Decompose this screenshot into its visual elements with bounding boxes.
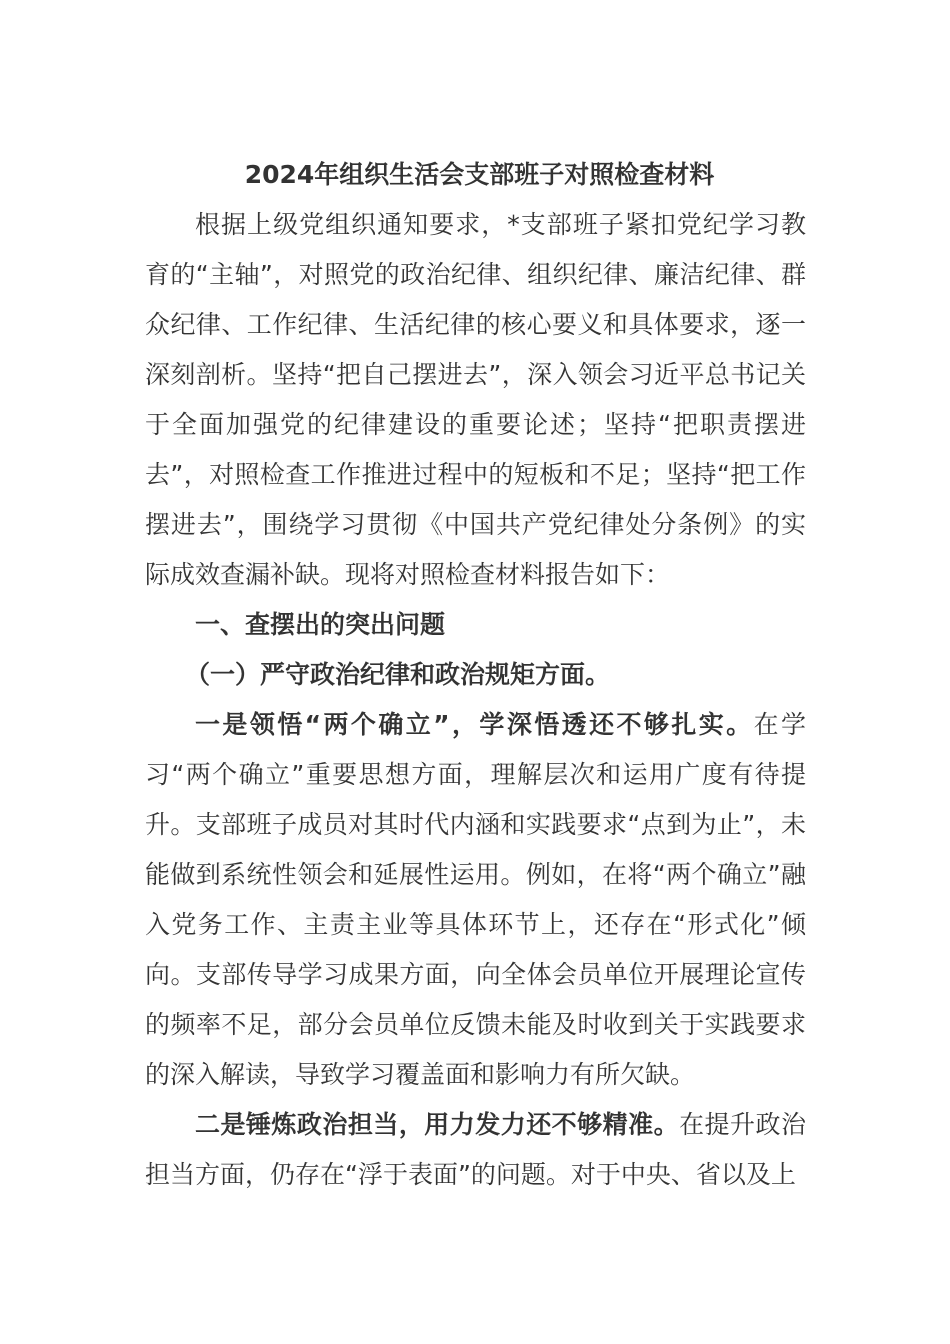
point-two-lead: 二是锤炼政治担当，用力发力还不够精准。 [195, 1110, 680, 1139]
document-body [145, 150, 806, 1200]
point-two-paragraph [145, 1100, 806, 1200]
section-heading: 一、查摆出的突出问题 [195, 610, 446, 639]
point-two-body: 在提升政治担当方面，仍存在“浮于表面”的问题。对于中央、省以及上 [145, 1110, 806, 1189]
intro-paragraph: 根据上级党组织通知要求，*支部班子紧扣党纪学习教育的“主轴”，对照党的政治纪律、组织纪律、廉洁纪律、群众纪律、工作纪律、生活纪律的核心要义和具体要求，逐一深刻剖析。坚持“把自己摆进去”，深入领会习近平总书记关于全面加强党的纪律建设的重要论述；坚持“把职责摆进去”，对照检查工作推进过程中的短板和不足；坚持“把工作摆进去”，围绕学习贯彻《中国共产党纪律处分条例》的实际成效查漏补缺。现将对照检查材料报告如下： [145, 210, 806, 589]
document-title: 2024年组织生活会支部班子对照检查材料 [244, 160, 715, 189]
point-one-lead: 一是领悟“两个确立”，学深悟透还不够扎实。 [195, 710, 754, 739]
point-one-body: 在学习“两个确立”重要思想方面，理解层次和运用广度有待提升。支部班子成员对其时代内涵和实践要求“点到为止”，未能做到系统性领会和延展性运用。例如，在将“两个确立”融入党务工作、主责主业等具体环节上，还存在“形式化”倾向。支部传导学习成果方面，向全体会员单位开展理论宣传的频率不足，部分会员单位反馈未能及时收到关于实践要求的深入解读，导致学习覆盖面和影响力有所欠缺。 [145, 710, 806, 1089]
subsection-heading: （一）严守政治纪律和政治规矩方面。 [185, 660, 611, 689]
point-one-paragraph [145, 700, 806, 1100]
